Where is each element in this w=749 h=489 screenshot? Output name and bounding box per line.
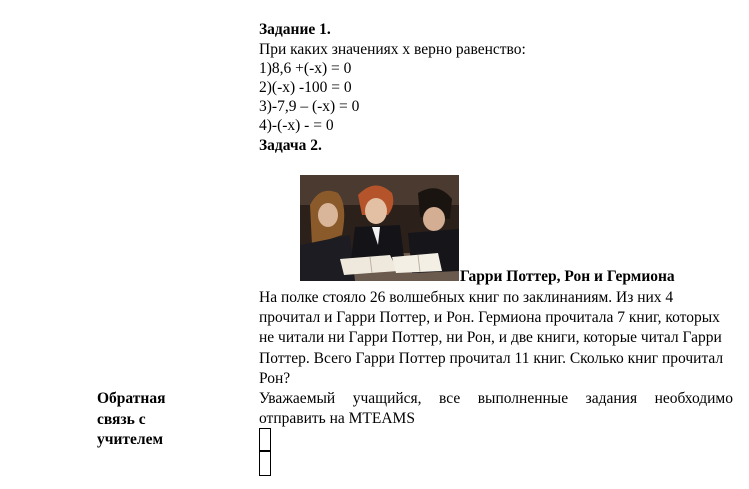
- task1-item-2: 2)(-х) -100 = 0: [259, 79, 352, 96]
- empty-cell-box: [259, 451, 271, 476]
- empty-cell-box: [259, 428, 271, 451]
- feedback-label: Обратная связь с учителем: [97, 390, 166, 448]
- harry-ron-hermione-photo: [300, 175, 459, 281]
- image-caption: Гарри Поттер, Рон и Гермиона: [460, 268, 675, 285]
- task1-item-3: 3)-7,9 – (-х) = 0: [259, 98, 360, 115]
- task1-question: При каких значениях х верно равенство:: [259, 41, 526, 58]
- task1-item-4: 4)-(-х) - = 0: [259, 117, 334, 134]
- task1-title: Задание 1.: [259, 21, 331, 38]
- feedback-text: Уважаемый учащийся, все выполненные задания необходимо отправить на MTEAMS: [259, 390, 733, 427]
- task2-title: Задача 2.: [259, 137, 322, 154]
- photo-illustration: [300, 175, 459, 281]
- task1-item-1: 1)8,6 +(-х) = 0: [259, 60, 352, 77]
- task2-text: На полке стояло 26 волшебных книг по заклинаниям. Из них 4 прочитал и Гарри Поттер, и Рон. Гермиона прочитала 7 книг, которых не читали ни Гарри Поттер, ни Рон, и две книги, которые читал Гарри Поттер. Всего Гарри Поттер прочитал 11 книг. Сколько книг прочитал Рон?: [259, 289, 724, 387]
